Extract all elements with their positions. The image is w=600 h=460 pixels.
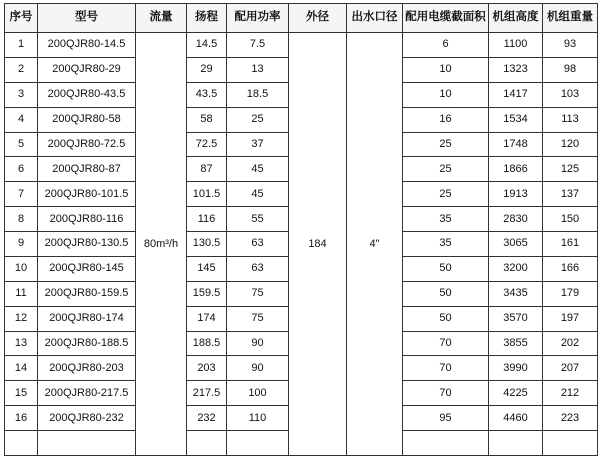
cell-height: 4225 xyxy=(489,381,543,406)
cell-model: 200QJR80-58 xyxy=(38,107,136,132)
cell-empty-cable xyxy=(403,431,489,456)
spec-table-container xyxy=(4,3,597,456)
cell-power: 45 xyxy=(227,157,289,182)
cell-outlet-shared: 4" xyxy=(347,33,403,456)
cell-cable: 35 xyxy=(403,207,489,232)
cell-model: 200QJR80-14.5 xyxy=(38,33,136,58)
cell-weight: 166 xyxy=(543,256,598,281)
cell-head: 87 xyxy=(187,157,227,182)
cell-weight: 120 xyxy=(543,132,598,157)
cell-no: 7 xyxy=(5,182,38,207)
cell-no: 3 xyxy=(5,82,38,107)
cell-power: 100 xyxy=(227,381,289,406)
cell-model: 200QJR80-188.5 xyxy=(38,331,136,356)
cell-power: 63 xyxy=(227,256,289,281)
header-row xyxy=(5,4,598,33)
cell-cable: 95 xyxy=(403,406,489,431)
cell-cable: 6 xyxy=(403,33,489,58)
cell-height: 3570 xyxy=(489,306,543,331)
header-height: 机组高度 xyxy=(489,4,543,33)
cell-cable: 25 xyxy=(403,157,489,182)
cell-power: 63 xyxy=(227,232,289,257)
cell-no: 6 xyxy=(5,157,38,182)
cell-weight: 179 xyxy=(543,281,598,306)
cell-empty-height xyxy=(489,431,543,456)
cell-head: 159.5 xyxy=(187,281,227,306)
cell-height: 1323 xyxy=(489,57,543,82)
cell-no: 9 xyxy=(5,232,38,257)
header-head: 扬程 xyxy=(187,4,227,33)
cell-head: 232 xyxy=(187,406,227,431)
cell-model: 200QJR80-72.5 xyxy=(38,132,136,157)
cell-power: 75 xyxy=(227,306,289,331)
cell-no: 5 xyxy=(5,132,38,157)
cell-head: 130.5 xyxy=(187,232,227,257)
cell-no: 12 xyxy=(5,306,38,331)
cell-cable: 10 xyxy=(403,82,489,107)
cell-height: 1866 xyxy=(489,157,543,182)
cell-weight: 103 xyxy=(543,82,598,107)
cell-head: 14.5 xyxy=(187,33,227,58)
table-row xyxy=(5,33,598,58)
cell-power: 37 xyxy=(227,132,289,157)
cell-power: 45 xyxy=(227,182,289,207)
cell-cable: 70 xyxy=(403,356,489,381)
cell-cable: 10 xyxy=(403,57,489,82)
cell-empty-model xyxy=(38,431,136,456)
cell-head: 72.5 xyxy=(187,132,227,157)
cell-weight: 207 xyxy=(543,356,598,381)
cell-cable: 70 xyxy=(403,381,489,406)
cell-height: 1913 xyxy=(489,182,543,207)
header-weight: 机组重量 xyxy=(543,4,598,33)
cell-weight: 93 xyxy=(543,33,598,58)
cell-no: 15 xyxy=(5,381,38,406)
cell-head: 116 xyxy=(187,207,227,232)
cell-model: 200QJR80-174 xyxy=(38,306,136,331)
cell-model: 200QJR80-29 xyxy=(38,57,136,82)
cell-no: 14 xyxy=(5,356,38,381)
cell-empty-power xyxy=(227,431,289,456)
cell-model: 200QJR80-159.5 xyxy=(38,281,136,306)
cell-head: 174 xyxy=(187,306,227,331)
cell-head: 58 xyxy=(187,107,227,132)
cell-cable: 16 xyxy=(403,107,489,132)
header-outer-diameter: 外径 xyxy=(289,4,347,33)
header-flow: 流量 xyxy=(136,4,187,33)
cell-cable: 25 xyxy=(403,182,489,207)
cell-model: 200QJR80-232 xyxy=(38,406,136,431)
cell-no: 2 xyxy=(5,57,38,82)
cell-outer-diameter-shared: 184 xyxy=(289,33,347,456)
cell-model: 200QJR80-130.5 xyxy=(38,232,136,257)
cell-head: 188.5 xyxy=(187,331,227,356)
cell-no: 10 xyxy=(5,256,38,281)
cell-height: 3990 xyxy=(489,356,543,381)
cell-height: 3200 xyxy=(489,256,543,281)
cell-weight: 212 xyxy=(543,381,598,406)
cell-empty-no xyxy=(5,431,38,456)
cell-cable: 50 xyxy=(403,281,489,306)
cell-no: 4 xyxy=(5,107,38,132)
table-body xyxy=(5,33,598,456)
cell-no: 8 xyxy=(5,207,38,232)
cell-model: 200QJR80-217.5 xyxy=(38,381,136,406)
cell-height: 4460 xyxy=(489,406,543,431)
cell-flow-shared: 80m³/h xyxy=(136,33,187,456)
cell-weight: 197 xyxy=(543,306,598,331)
cell-height: 3435 xyxy=(489,281,543,306)
cell-model: 200QJR80-145 xyxy=(38,256,136,281)
cell-no: 13 xyxy=(5,331,38,356)
cell-head: 43.5 xyxy=(187,82,227,107)
cell-power: 7.5 xyxy=(227,33,289,58)
cell-head: 29 xyxy=(187,57,227,82)
cell-cable: 25 xyxy=(403,132,489,157)
header-outlet: 出水口径 xyxy=(347,4,403,33)
cell-weight: 125 xyxy=(543,157,598,182)
cell-power: 75 xyxy=(227,281,289,306)
cell-weight: 150 xyxy=(543,207,598,232)
cell-weight: 161 xyxy=(543,232,598,257)
cell-head: 203 xyxy=(187,356,227,381)
cell-weight: 113 xyxy=(543,107,598,132)
cell-empty-head xyxy=(187,431,227,456)
cell-power: 110 xyxy=(227,406,289,431)
cell-cable: 70 xyxy=(403,331,489,356)
cell-head: 217.5 xyxy=(187,381,227,406)
cell-cable: 50 xyxy=(403,306,489,331)
cell-power: 90 xyxy=(227,331,289,356)
cell-no: 16 xyxy=(5,406,38,431)
cell-power: 90 xyxy=(227,356,289,381)
cell-model: 200QJR80-87 xyxy=(38,157,136,182)
cell-head: 145 xyxy=(187,256,227,281)
cell-power: 25 xyxy=(227,107,289,132)
cell-no: 1 xyxy=(5,33,38,58)
cell-height: 1100 xyxy=(489,33,543,58)
cell-weight: 137 xyxy=(543,182,598,207)
cell-weight: 223 xyxy=(543,406,598,431)
header-cable: 配用电缆截面积 xyxy=(403,4,489,33)
cell-weight: 98 xyxy=(543,57,598,82)
cell-power: 13 xyxy=(227,57,289,82)
cell-height: 1417 xyxy=(489,82,543,107)
cell-weight: 202 xyxy=(543,331,598,356)
header-model: 型号 xyxy=(38,4,136,33)
cell-model: 200QJR80-203 xyxy=(38,356,136,381)
cell-cable: 35 xyxy=(403,232,489,257)
cell-height: 3855 xyxy=(489,331,543,356)
cell-model: 200QJR80-101.5 xyxy=(38,182,136,207)
cell-height: 1534 xyxy=(489,107,543,132)
cell-power: 55 xyxy=(227,207,289,232)
cell-height: 2830 xyxy=(489,207,543,232)
cell-model: 200QJR80-43.5 xyxy=(38,82,136,107)
cell-height: 1748 xyxy=(489,132,543,157)
cell-empty-weight xyxy=(543,431,598,456)
cell-power: 18.5 xyxy=(227,82,289,107)
cell-no: 11 xyxy=(5,281,38,306)
cell-height: 3065 xyxy=(489,232,543,257)
cell-cable: 50 xyxy=(403,256,489,281)
header-no: 序号 xyxy=(5,4,38,33)
cell-head: 101.5 xyxy=(187,182,227,207)
cell-model: 200QJR80-116 xyxy=(38,207,136,232)
pump-spec-table xyxy=(4,3,598,456)
header-power: 配用功率 xyxy=(227,4,289,33)
